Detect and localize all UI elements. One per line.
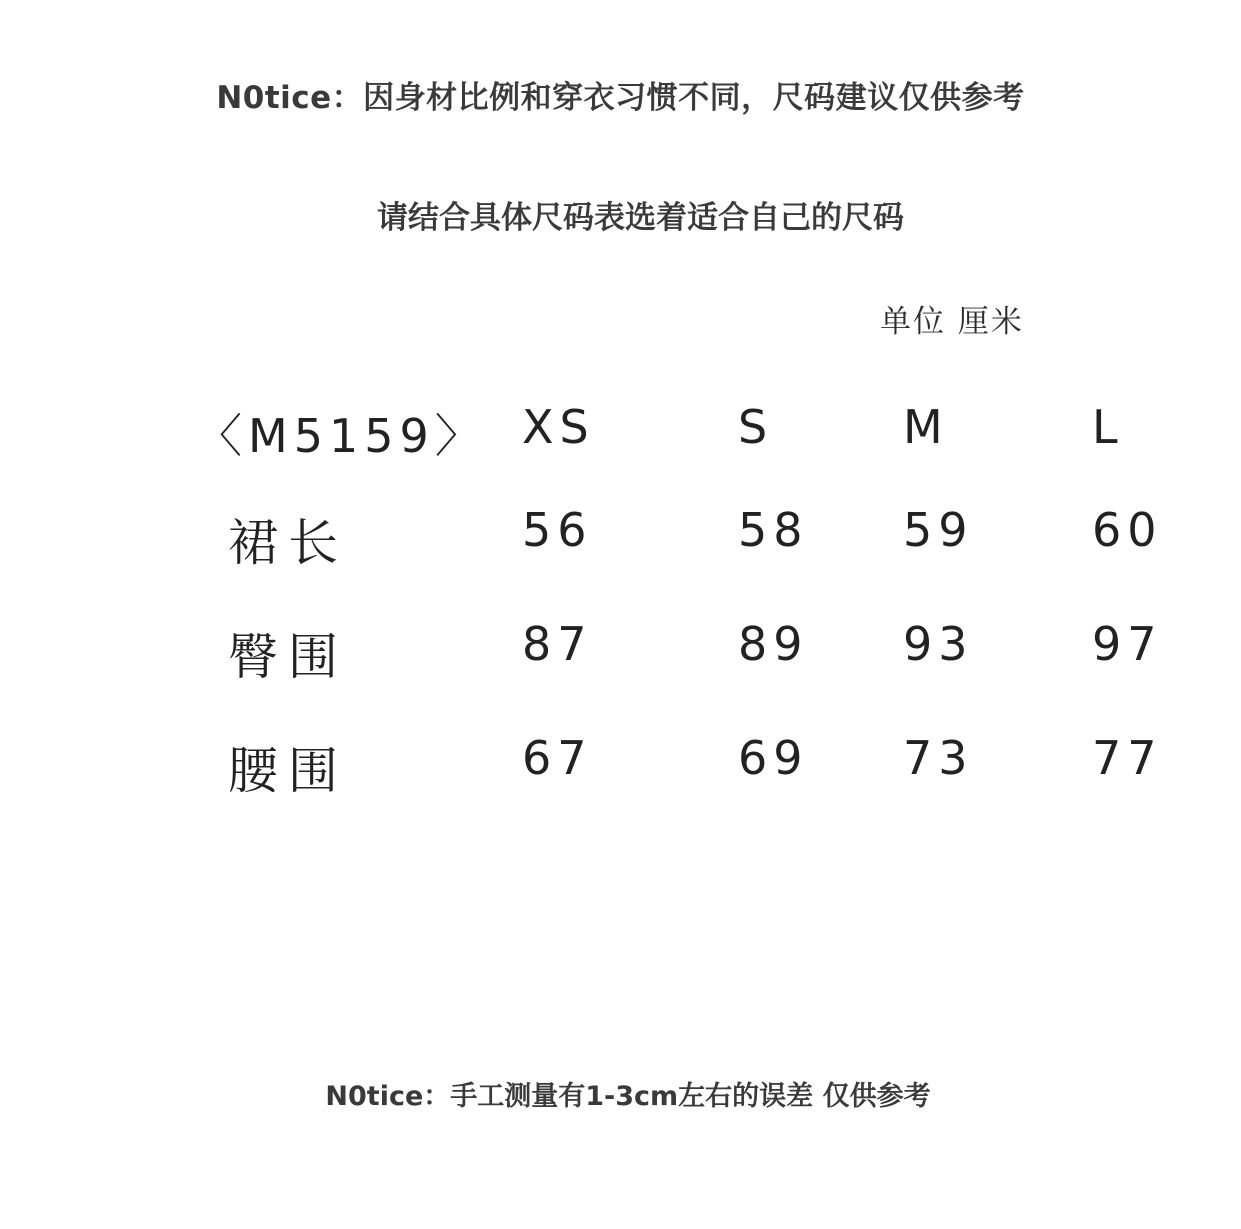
column-header-xs: XS: [522, 400, 595, 454]
row-label-hip: 臀围: [228, 628, 348, 686]
table-cell: 60: [1092, 503, 1163, 557]
model-number: 〈M5159〉: [196, 409, 487, 463]
notice-measurement-error: N0tice：手工测量有1-3cm左右的误差 仅供参考: [325, 1081, 931, 1112]
table-cell: 87: [522, 617, 593, 671]
table-cell: 73: [903, 731, 974, 785]
table-cell: 59: [903, 503, 974, 557]
unit-label: 单位 厘米: [880, 304, 1024, 340]
notice-fit-advice: N0tice：因身材比例和穿衣习惯不同，尺码建议仅供参考: [216, 80, 1025, 116]
column-header-s: S: [738, 400, 774, 454]
notice-choose-size: 请结合具体尺码表选着适合自己的尺码: [377, 200, 904, 236]
table-cell: 56: [522, 503, 593, 557]
table-cell: 58: [738, 503, 809, 557]
column-header-m: M: [903, 400, 949, 454]
row-label-waist: 腰围: [228, 742, 348, 800]
table-cell: 89: [738, 617, 809, 671]
table-cell: 67: [522, 731, 593, 785]
table-cell: 77: [1092, 731, 1163, 785]
column-header-l: L: [1092, 400, 1124, 454]
table-cell: 93: [903, 617, 974, 671]
row-label-skirt-length: 裙长: [228, 514, 348, 572]
table-cell: 97: [1092, 617, 1163, 671]
table-cell: 69: [738, 731, 809, 785]
